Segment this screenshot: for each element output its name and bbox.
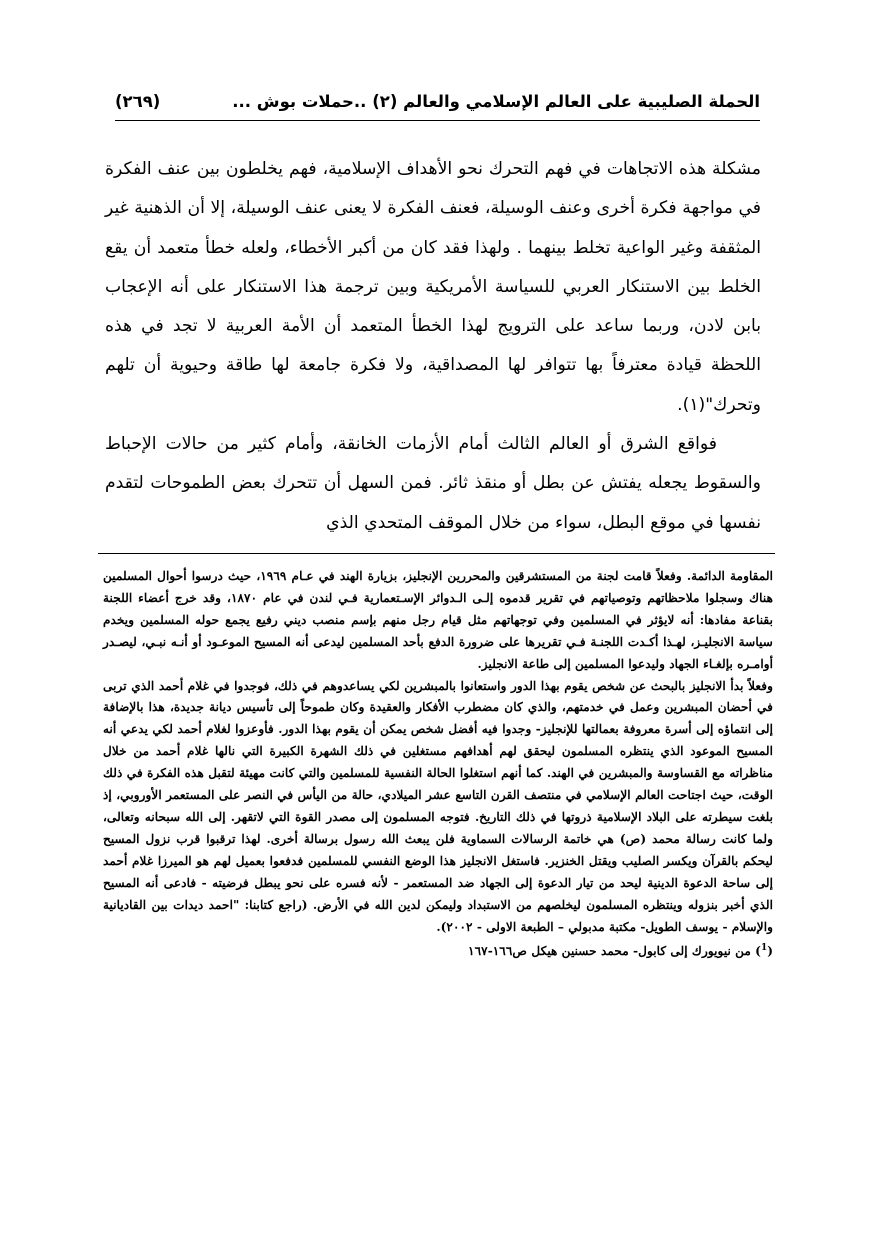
footnote-paragraph: وفعلاً بدأ الانجليز بالبحث عن شخص يقوم بهذا الدور واستعانوا بالمبشرين لكي يساعدوهم في ذلك، فوجدوا في غلام أحمد الذي تربى في أحضان المبشرين وعمل في خدمتهم، والذي كان مضطرب الأفكار والعقيدة وكان طموحاً إلى تأسيس ديانة جديدة، هذا بالإضافة إلى انتماؤه إلى أسرة معروفة بعمالتها للإنجليز- وجدوا فيه أفضل شخص يمكن أن يقوم بهذا الدور. فأوعزوا لغلام أحمد لكي يدعي أنه المسيح الموعود الذي ينتظره المسلمون ليحقق لهم أهدافهم مستغلين في ذلك الشهرة الكبيرة التي نالها غلام أحمد من خلال مناظراته مع القساوسة والمبشرين في الهند. كما أنهم استغلوا الحالة النفسية للمسلمين والتي كانت مهيئة لتقبل هذه الفكرة في ذلك الوقت، حيث اجتاحت العالم الإسلامي في منتصف القرن التاسع عشر الميلادي، حالة من اليأس في النصر على المستعمر الأوروبي، إذ بلغت سيطرته على البلاد الإسلامية ذروتها في ذلك التاريخ. فتوجه المسلمون إلى مصدر القوة التي لاتقهر. إلى الله سبحانه وتعالى، ولما كانت رسالة محمد (ص) هي خاتمة الرسالات السماوية فلن يبعث الله رسول برسالة أخرى. لهذا ترقبوا قرب نزول المسيح ليحكم بالقرآن ويكسر الصليب ويقتل الخنزير. فاستغل الانجليز هذا الوضع النفسي للمسلمين فدفعوا بعميل لهم هو الميرزا غلام أحمد إلى ساحة الدعوة الدينية ليحد من تيار الدعوة إلى الجهاد ضد المستعمر - لأنه فسره على نحو يبطل فرضيته - فادعى أنه المسيح الذي أخبر بنزوله وينتظره المسلمون ليخلصهم من الاستبداد وليمكن لدين الله في الأرض. (راجع كتابنا: "احمد ديدات بين القاديانية والإسلام - يوسف الطويل- مكتبة مدبولي – الطبعة الاولى - ٢٠٠٢). <box>103 678 773 934</box>
footnotes <box>103 566 773 963</box>
footnote-marker: 1 <box>760 943 768 954</box>
footnote-reference: ($^1$) من نيويورك إلى كابول- محمد حسنين هيكل ص١٦٦-١٦٧ <box>468 943 773 959</box>
header-rule <box>115 120 760 121</box>
body-paragraph: مشكلة هذه الاتجاهات في فهم التحرك نحو الأهداف الإسلامية، فهم يخلطون بين عنف الفكرة في مواجهة فكرة أخرى وعنف الوسيلة، فعنف الفكرة لا يعنى عنف الوسيلة، إلا أن الذهنية غير المثقفة وغير الواعية تخلط بينهما . ولهذا فقد كان من أكبر الأخطاء، ولعله خطأ متعمد أن يقع الخلط بين الاستنكار العربي للسياسة الأمريكية وبين ترجمة هذا الاستنكار على أنه الإعجاب بابن لادن، وربما ساعد على الترويج لهذا الخطأ المتعمد أن الأمة العربية لا تجد في هذه اللحظة قيادة معترفاً بها تتوافر لها المصداقية، ولا فكرة جامعة لها طاقة وحيوية أن تلهم وتحرك"(١). <box>105 159 761 415</box>
main-text <box>105 150 761 543</box>
running-header-title: الحملة الصليبية على العالم الإسلامي والعالم (٢) ..حملات بوش ... <box>232 92 760 111</box>
footnote-reference-text: من نيويورك إلى كابول- محمد حسنين هيكل ص١٦٦-١٦٧ <box>468 944 751 959</box>
footnote-separator <box>98 553 775 554</box>
page-number: (٢٦٩) <box>115 92 161 111</box>
running-header <box>115 88 760 118</box>
body-paragraph: فواقع الشرق أو العالم الثالث أمام الأزمات الخانقة، وأمام كثير من حالات الإحباط والسقوط يجعله يفتش عن بطل أو منقذ ثائر. فمن السهل أن تتحرك بعض الطموحات لتقدم نفسها في موقع البطل، سواء من خلال الموقف المتحدي الذي <box>105 434 761 533</box>
footnote-paragraph: المقاومة الدائمة. وفعلاً قامت لجنة من المستشرقين والمحررين الإنجليز، بزيارة الهند في عـام ١٩٦٩، حيث درسوا أحوال المسلمين هناك وسجلوا ملاحظاتهم وتوصياتهم في تقرير قدموه إلـى الـدوائر الإسـتعمارية فـي لندن في عام ١٨٧٠، وقد خرج أعضاء اللجنة بقناعة مفادها: أنه لايؤثر في المسلمين وفي توجهاتهم مثل قيام رجل منهم بإسم منصب ديني رفيع يجمع حوله المسلمين ويخدم سياسة الانجليـز، لهـذا أكـدت اللجنـة فـي تقريرها على ضرورة الدفع بأحد المسلمين ليدعى أنه المسيح الموعـود أو أنـه نبـي، ليصـدر أوامـره بإلغـاء الجهاد وليدعوا المسلمين إلى طاعة الانجليز. <box>103 569 773 671</box>
